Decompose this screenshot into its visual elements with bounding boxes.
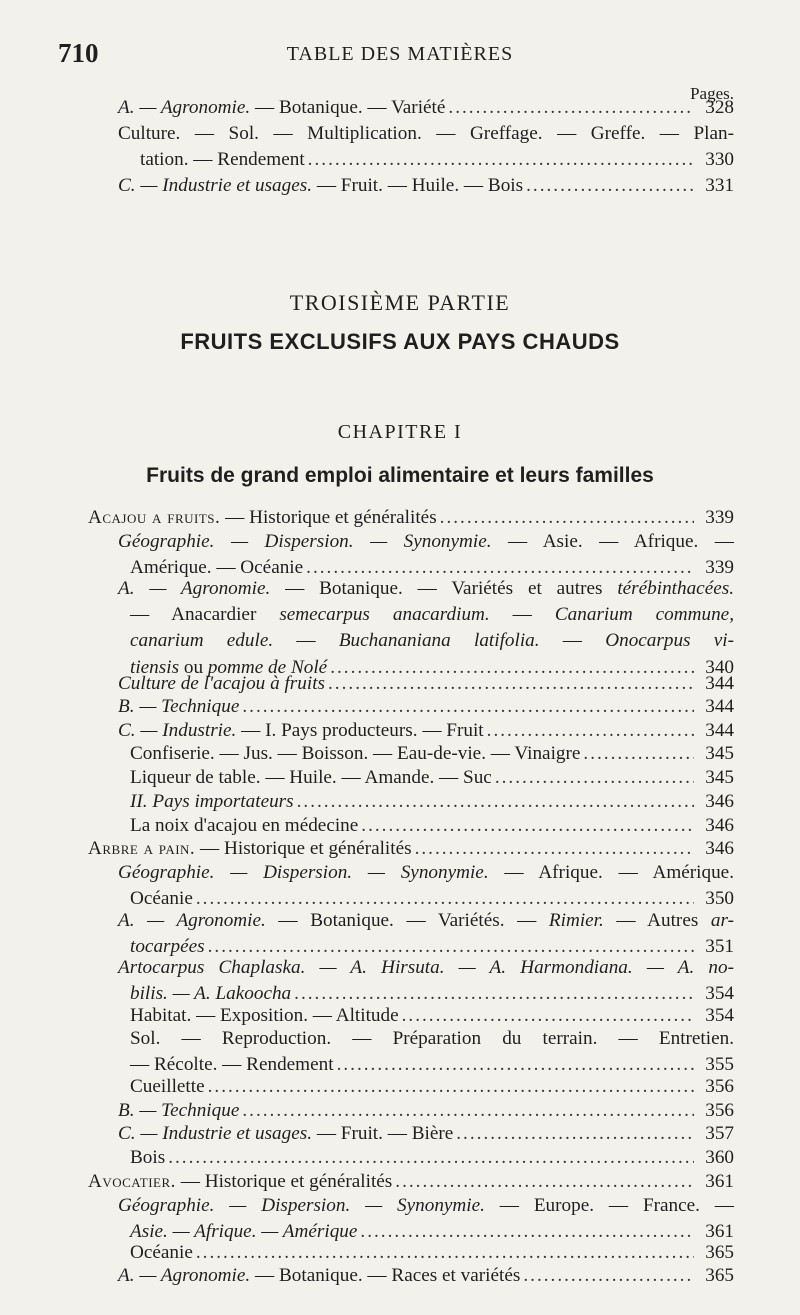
dot-leader: [242, 694, 694, 720]
toc-line: [88, 836, 734, 862]
toc-page-number: 330: [705, 149, 734, 171]
toc-line: [118, 694, 734, 720]
toc-line: [118, 860, 734, 886]
toc-page-number: 365: [705, 1265, 734, 1286]
dot-leader: [440, 505, 694, 531]
dot-leader: [526, 173, 694, 199]
toc-page-number: 345: [705, 767, 734, 788]
toc-line-text: — Récolte. — Rendement: [130, 1054, 334, 1076]
part-subtitle: FRUITS EXCLUSIFS AUX PAYS CHAUDS: [180, 329, 620, 354]
toc-line: [130, 1074, 734, 1100]
toc-page-number: 354: [705, 1005, 734, 1026]
toc-line-text: Asie. — Afrique. — Amérique: [130, 1221, 358, 1243]
dot-leader: [308, 147, 694, 173]
toc-page-number: 350: [705, 888, 734, 910]
toc-page-number: 331: [705, 175, 734, 196]
toc-page-number: 361: [705, 1171, 734, 1192]
toc-line-text: A. — Agronomie. — Botanique. — Variété: [118, 97, 446, 118]
dot-leader: [523, 1263, 694, 1289]
toc-line-text: tiensis ou pomme de Nolé: [130, 656, 328, 678]
toc-line: [118, 1121, 734, 1147]
toc-line: [118, 908, 734, 934]
toc-page-number: 344: [705, 673, 734, 694]
toc-page-number: 339: [705, 557, 734, 579]
dot-leader: [208, 1074, 694, 1100]
toc-page-number: 365: [705, 1242, 734, 1263]
toc-line: [130, 602, 734, 628]
toc-line: [118, 1193, 734, 1219]
dot-leader: [495, 765, 694, 791]
toc-line: [130, 741, 734, 767]
toc-page-number: 345: [705, 743, 734, 764]
toc-line-text: tation. — Rendement: [140, 149, 305, 171]
toc-line-text: bilis. — A. Lakoocha: [130, 983, 292, 1005]
toc-page-number: 351: [705, 936, 734, 958]
toc-line: [118, 955, 734, 981]
page-number: 710: [58, 38, 99, 68]
toc-line-text: A. — Agronomie. — Botanique. — Variétés. — Rimier. — Autres ar-: [118, 910, 734, 931]
toc-line-text: Cueillette: [130, 1076, 205, 1097]
toc-line-text: Océanie: [130, 888, 193, 910]
toc-line-text: Culture. — Sol. — Multiplication. — Greffage. — Greffe. — Plan-: [118, 123, 734, 144]
toc-line-text: Culture de l'acajou à fruits: [118, 673, 325, 694]
toc-line: [130, 1026, 734, 1052]
toc-line-text: canarium edule. — Buchananiana latifolia. — Onocarpus vi-: [130, 630, 735, 652]
toc-line-text: Arbre a pain. — Historique et généralités: [88, 838, 412, 859]
pages-column-label: Pages.: [690, 84, 734, 103]
toc-line-text: B. — Technique: [118, 696, 240, 717]
dot-leader: [168, 1145, 694, 1171]
page-header: [0, 38, 800, 68]
dot-leader: [395, 1169, 694, 1195]
toc-page-number: 346: [705, 815, 734, 836]
toc-line: [118, 576, 734, 602]
toc-line: [118, 95, 734, 121]
toc-line-text: C. — Industrie. — I. Pays producteurs. — Fruit: [118, 720, 484, 741]
dot-leader: [297, 789, 694, 815]
toc-line: [130, 1145, 734, 1171]
running-head: TABLE DES MATIÈRES: [286, 43, 514, 65]
toc-line: [130, 789, 734, 815]
toc-page-number: 361: [705, 1221, 734, 1243]
toc-line-text: Acajou a fruits. — Historique et généralités: [88, 507, 437, 528]
chapter-title: CHAPITRE I: [337, 421, 463, 443]
toc-page-number: 357: [705, 1123, 734, 1144]
toc-line-text: Géographie. — Dispersion. — Synonymie. — Europe. — France. —: [118, 1195, 734, 1216]
toc-line-text: C. — Industrie et usages. — Fruit. — Huile. — Bois: [118, 175, 524, 196]
toc-line-text: A. — Agronomie. — Botanique. — Variétés et autres térébinthacées.: [118, 578, 734, 599]
chapter-subtitle: Fruits de grand emploi alimentaire et leurs familles: [146, 464, 654, 487]
toc-line: [118, 121, 734, 147]
toc-line-text: Océanie: [130, 1242, 193, 1263]
toc-line: [88, 505, 734, 531]
toc-line-text: Géographie. — Dispersion. — Synonymie. — Asie. — Afrique. —: [118, 531, 734, 552]
toc-page-number: 356: [705, 1076, 734, 1097]
toc-line-text: Liqueur de table. — Huile. — Amande. — Suc: [130, 767, 492, 788]
toc-line-text: Avocatier. — Historique et généralités: [88, 1171, 393, 1192]
toc-page-number: 346: [705, 838, 734, 859]
toc-line-text: Sol. — Reproduction. — Préparation du terrain. — Entretien.: [130, 1028, 734, 1049]
toc-page-number: 354: [705, 983, 734, 1005]
toc-line: [130, 765, 734, 791]
toc-page-number: 346: [705, 791, 734, 812]
part-title: TROISIÈME PARTIE: [289, 290, 511, 315]
toc-page-number: 355: [705, 1054, 734, 1076]
toc-line-text: A. — Agronomie. — Botanique. — Races et variétés: [118, 1265, 521, 1286]
toc-line-text: Bois: [130, 1147, 166, 1168]
toc-page-number: 344: [705, 696, 734, 717]
toc-line: [118, 1263, 734, 1289]
dot-leader: [456, 1121, 694, 1147]
toc-line-text: tocarpées: [130, 936, 205, 958]
toc-line-text: C. — Industrie et usages. — Fruit. — Bière: [118, 1123, 454, 1144]
toc-line: [130, 628, 734, 654]
toc-page-number: 340: [705, 656, 734, 678]
toc-line: [88, 1169, 734, 1195]
toc-line-text: Habitat. — Exposition. — Altitude: [130, 1005, 399, 1026]
toc-page-number: 360: [705, 1147, 734, 1168]
toc-page-number: 344: [705, 720, 734, 741]
dot-leader: [448, 95, 694, 121]
toc-line-text: Géographie. — Dispersion. — Synonymie. — Afrique. — Amérique.: [118, 862, 734, 883]
toc-page-number: 356: [705, 1100, 734, 1121]
toc-line-text: Confiserie. — Jus. — Boisson. — Eau-de-vie. — Vinaigre: [130, 743, 581, 764]
toc-line-text: Artocarpus Chaplaska. — A. Hirsuta. — A. Harmondiana. — A. no-: [118, 957, 734, 978]
toc-line: [140, 147, 734, 173]
toc-line-text: Amérique. — Océanie: [130, 557, 304, 579]
toc-line-text: B. — Technique: [118, 1100, 240, 1121]
toc-page-number: 339: [705, 507, 734, 528]
toc-line: [118, 529, 734, 555]
toc-page-number: 328: [705, 97, 734, 118]
toc-line: [118, 173, 734, 199]
toc-line-text: — Anacardier semecarpus anacardium. — Canarium commune,: [130, 604, 734, 626]
dot-leader: [583, 741, 694, 767]
toc-line-text: II. Pays importateurs: [130, 791, 294, 812]
toc-line-text: La noix d'acajou en médecine: [130, 815, 359, 836]
dot-leader: [415, 836, 694, 862]
